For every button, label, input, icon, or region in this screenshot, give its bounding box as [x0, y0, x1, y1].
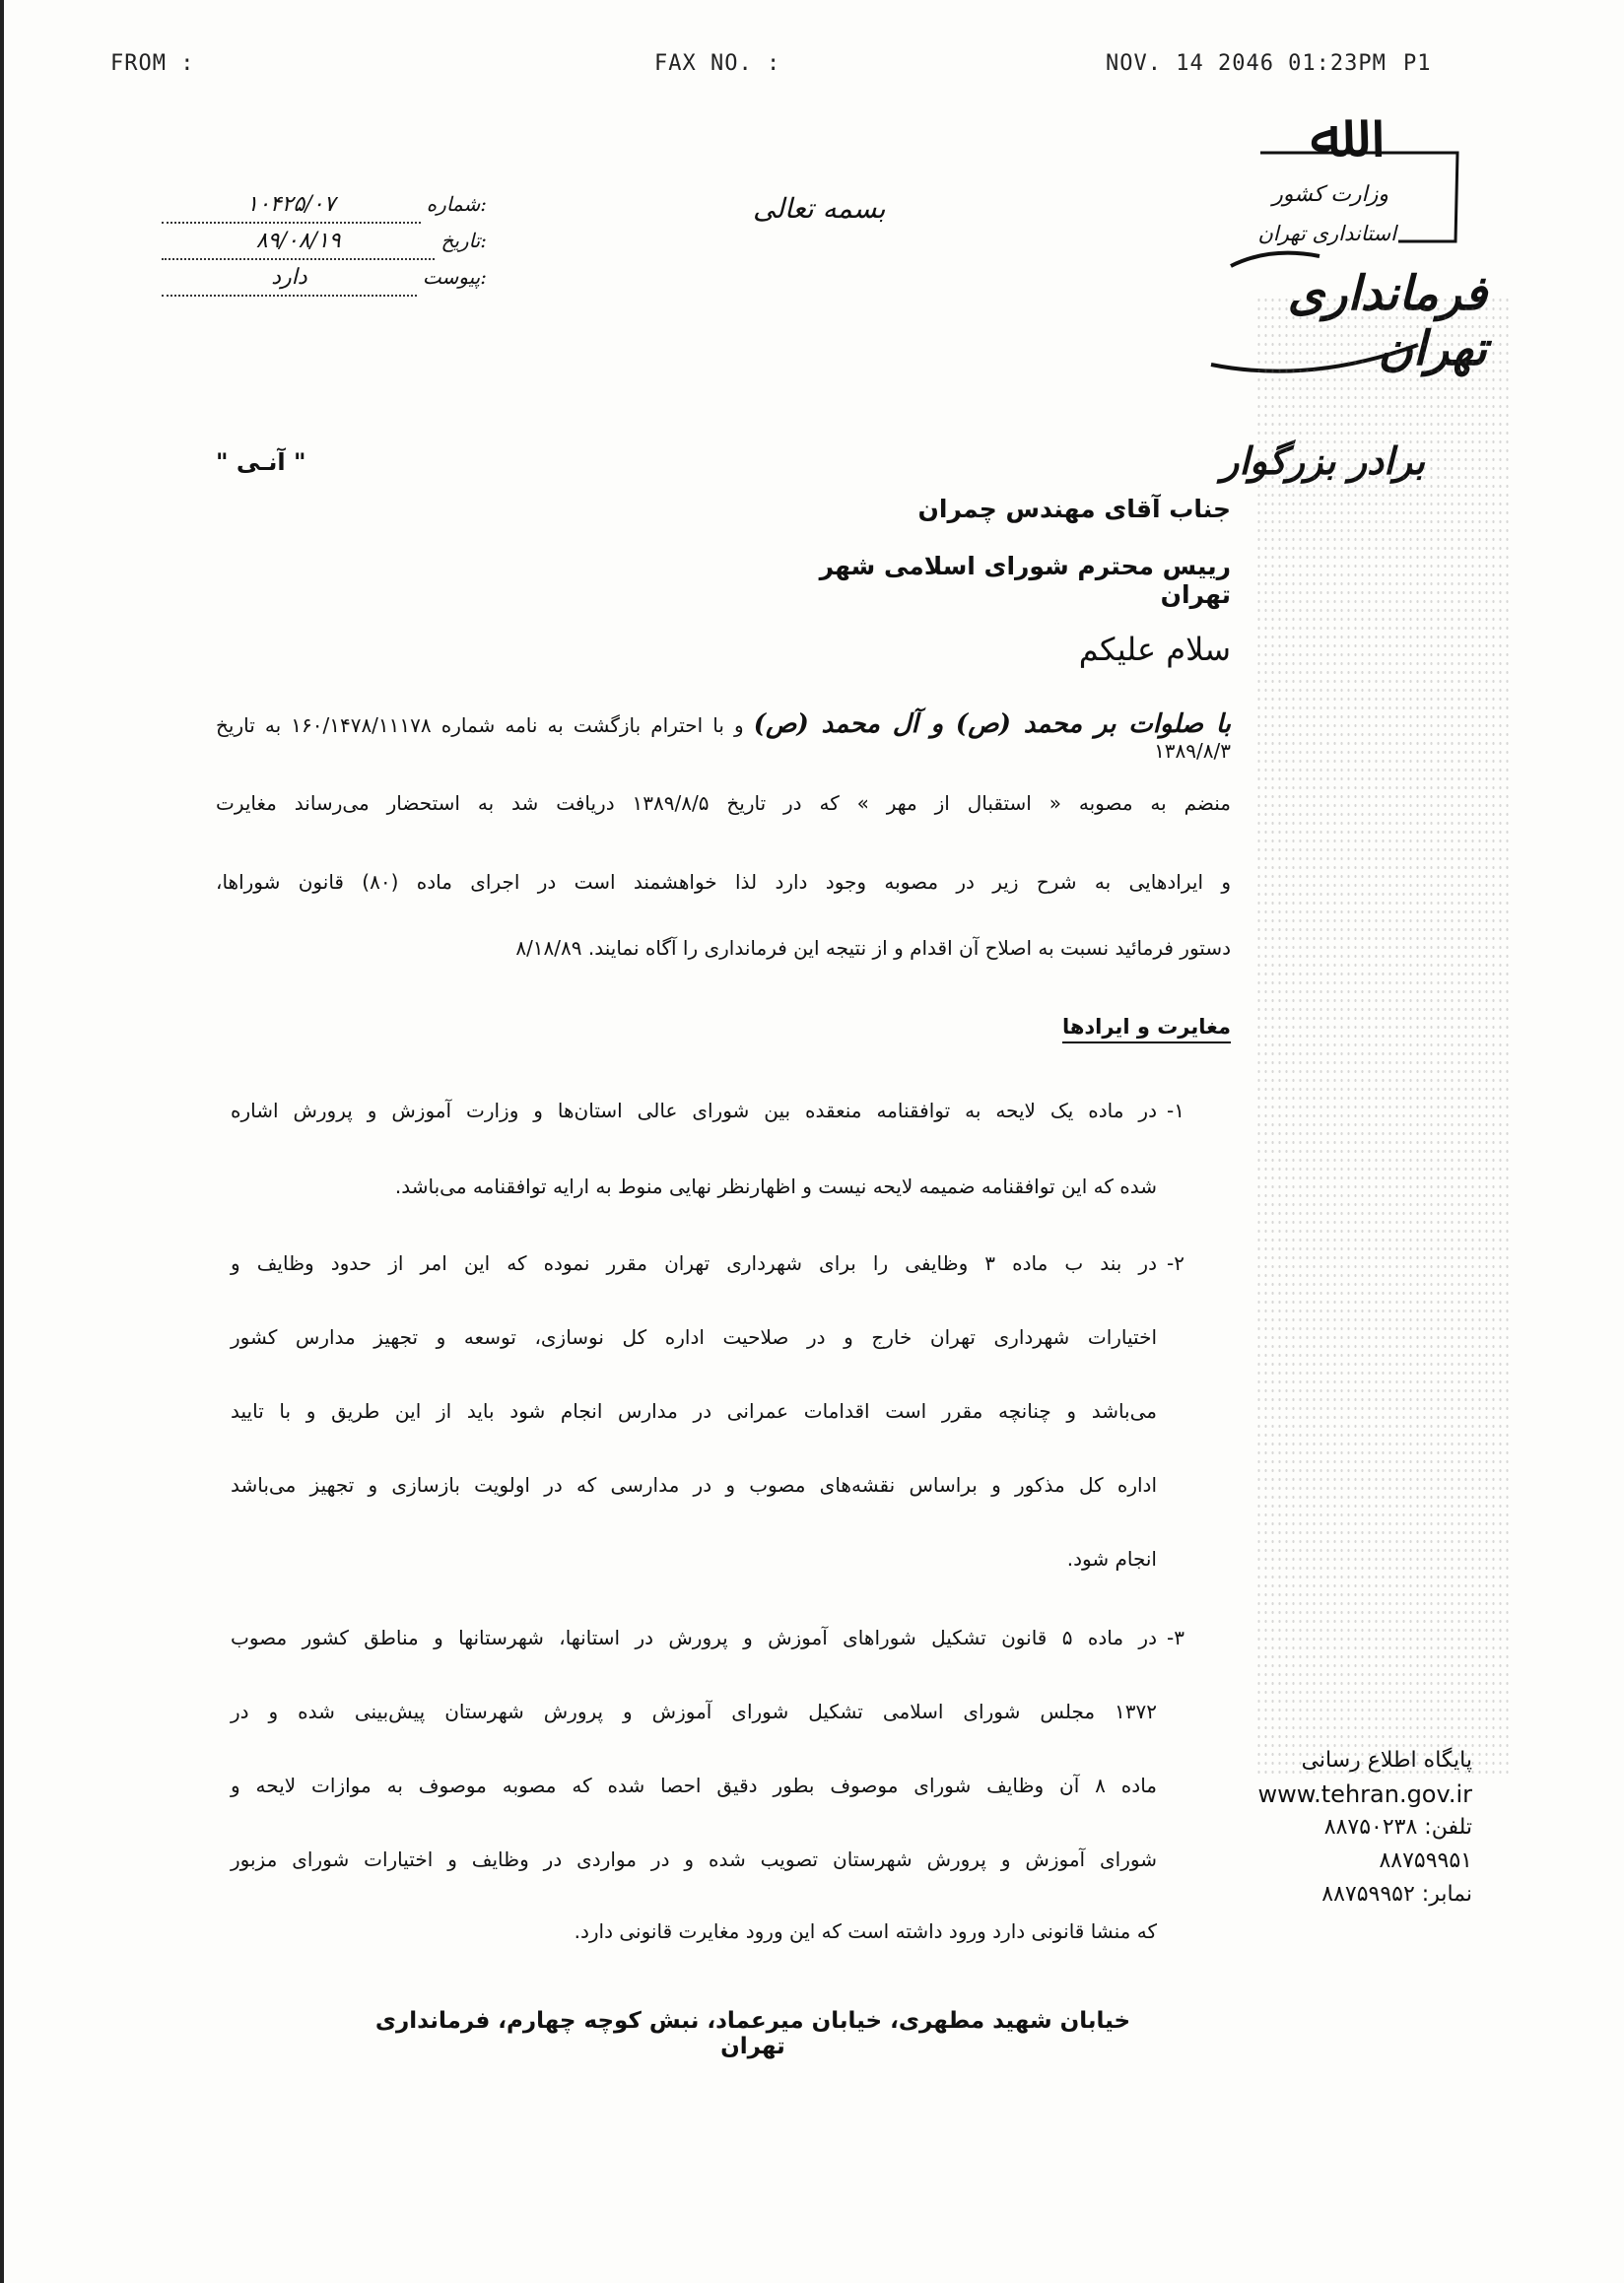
sidebar-fax-number: ۸۸۷۵۹۹۵۲	[1321, 1882, 1415, 1907]
item-1-line-1: در ماده یک لایحه به توافقنامه منعقده بین شورای عالی استان‌ها و وزارت آموزش و پرورش اشاره	[231, 1099, 1157, 1122]
basmala: بسمه تعالی	[753, 192, 886, 225]
contact-sidebar	[1255, 1744, 1472, 1912]
logo-governorate: فرمانداری تهران	[1287, 266, 1487, 376]
sidebar-phone-2: ۸۸۷۵۹۹۵۱	[1379, 1848, 1472, 1873]
body-line-4: دستور فرمائید نسبت به اصلاح آن اقدام و از نتیجه این فرمانداری را آگاه نمایند. ۸/۱۸/۸۹	[515, 936, 1231, 960]
sidebar-phone-label: تلفن:	[1424, 1815, 1472, 1840]
item-2-line-2: اختیارات شهرداری تهران خارج و در صلاحیت اداره کل نوسازی، توسعه و تجهیز مدارس کشور	[231, 1325, 1157, 1349]
item-2-number: ۲-	[1167, 1251, 1184, 1275]
section-heading: مغایرت و ایرادها	[1061, 1015, 1231, 1039]
sidebar-fax-row	[1255, 1878, 1472, 1912]
sidebar-website[interactable]: www.tehran.gov.ir	[1257, 1780, 1472, 1808]
meta-date-row	[162, 224, 487, 260]
handwritten-intro: با صلوات بر محمد (ص) و آل محمد (ص)	[753, 709, 1231, 739]
sidebar-title: پایگاه اطلاع رسانی	[1301, 1748, 1472, 1773]
urgency-label: " آنـی "	[216, 448, 306, 476]
sidebar-phone-row	[1255, 1811, 1472, 1845]
item-2-line-1: در بند ب ماده ۳ وظایفی را برای شهرداری تهران مقرر نموده که این امر از حدود وظایف و	[231, 1251, 1157, 1275]
item-2-line-5: انجام شود.	[1066, 1547, 1157, 1571]
fax-datetime: NOV. 14 2046 01:23PM	[1106, 51, 1387, 76]
meta-number-label: شماره:	[426, 192, 487, 216]
item-3-line-4: شورای آموزش و پرورش شهرستان تصویب شده و در مواردی در وظایف و اختیارات شورای مزبور	[231, 1847, 1157, 1871]
logo-province: استانداری تهران	[1257, 222, 1396, 245]
recipient-title: رییس محترم شورای اسلامی شهر تهران	[819, 552, 1231, 609]
fax-page-number: P1	[1403, 51, 1432, 76]
salutation: سلام علیکم	[1078, 631, 1231, 668]
body-line-2: منضم به مصوبه « استقبال از مهر » که در تاریخ ۱۳۸۹/۸/۵ دریافت شد به استحضار می‌رساند مغایرت	[216, 791, 1232, 815]
body-line-1-text: و با احترام بازگشت به نامه شماره ۱۶۰/۱۴۷۸/۱۱۱۷۸ به تاریخ ۱۳۸۹/۸/۳	[216, 713, 1231, 763]
item-2-line-3: می‌باشد و چنانچه مقرر است اقدامات عمرانی در مدارس انجام شود باید از این طریق و با تایید	[231, 1399, 1157, 1423]
meta-attachment-row	[162, 260, 487, 297]
footer-address: خیابان شهید مطهری، خیابان میرعماد، نبش کوچه چهارم، فرمانداری تهران	[374, 2008, 1131, 2059]
meta-number-row	[162, 187, 487, 224]
meta-date-label: تاریخ:	[440, 229, 487, 252]
fax-from: FROM :	[110, 51, 195, 76]
body-line-1	[216, 709, 1231, 763]
scan-noise	[1255, 296, 1512, 1774]
emblem-icon: ﷲ	[1310, 100, 1347, 172]
meta-attachment-label: پیوست:	[422, 265, 487, 289]
item-3-line-3: ماده ۸ آن وظایف شورای موصوف بطور دقیق احصا شده که مصوبه موصوف به موازات لایحه و	[231, 1774, 1157, 1797]
item-3-number: ۳-	[1167, 1626, 1184, 1649]
recipient-name: جناب آقای مهندس چمران	[917, 495, 1231, 523]
item-3-line-1: در ماده ۵ قانون تشکیل شوراهای آموزش و پرورش در استانها، شهرستانها و مناطق کشور مصوب	[231, 1626, 1157, 1649]
sidebar-phone-1: ۸۸۷۵۰۲۳۸	[1323, 1815, 1418, 1840]
logo-ministry: وزارت کشور	[1272, 182, 1388, 207]
meta-date-value: ۸۹/۰۸/۱۹	[162, 225, 435, 260]
item-3-line-5: که منشا قانونی دارد ورود داشته است که این ورود مغایرت قانونی دارد.	[574, 1919, 1157, 1943]
fax-number: FAX NO. :	[654, 51, 781, 76]
letter-meta	[162, 187, 487, 297]
body-line-3: و ایرادهایی به شرح زیر در مصوبه وجود دارد لذا خواهشمند است در اجرای ماده (۸۰) قانون شوراها،	[216, 870, 1231, 894]
sidebar-fax-label: نمابر:	[1421, 1882, 1472, 1907]
item-2-line-4: اداره کل مذکور و براساس نقشه‌های مصوب و در مدارسی که در اولویت بازسازی و تجهیز می‌باشد	[231, 1473, 1157, 1497]
item-1-line-2: شده که این توافقنامه ضمیمه لایحه نیست و اظهارنظر نهایی منوط به ارایه توافقنامه می‌باشد.	[394, 1175, 1157, 1198]
item-1-number: ۱-	[1167, 1099, 1184, 1122]
handwritten-greeting: برادر بزرگوار	[1221, 438, 1426, 483]
meta-attachment-value: دارد	[162, 261, 417, 297]
item-3-line-2: ۱۳۷۲ مجلس شورای اسلامی تشکیل شورای آموزش و پرورش شهرستان پیش‌بینی شده و در	[231, 1700, 1157, 1723]
meta-number-value: ۱۰۴۲۵/۰۷	[162, 188, 421, 224]
